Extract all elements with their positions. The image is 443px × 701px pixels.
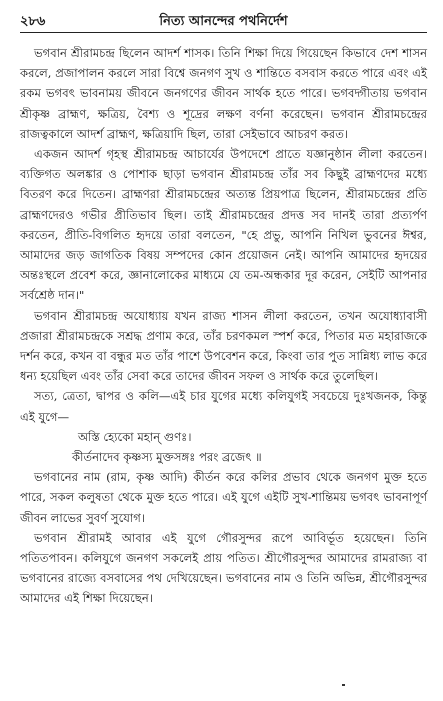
page-number: ২৮৬: [20, 14, 46, 29]
print-speck: [342, 684, 345, 686]
verse-line: অস্তি হ্যেকো মহান্ গুণঃ।: [78, 429, 192, 444]
paragraph: সত্য, ত্রেতা, দ্বাপর ও কলি—এই চার যুগের মধ্যে কলিযুগই সবচেয়ে দুঃখজনক, কিন্তু এই যুগে—: [20, 389, 427, 424]
sanskrit-verse: [20, 427, 427, 467]
paragraph: একজন আদর্শ গৃহস্থ শ্রীরামচন্দ্র আচার্যের উপদেশে প্রাতে যজ্ঞানুষ্ঠান লীলা করতেন। ব্যক্তিগত অলঙ্কার ও পোশাক ছাড়া ভগবান শ্রীরামচন্দ্র তাঁর সব কিছুই ব্রাহ্মণদের মধ্যে বিতরণ করে দিতেন। ব্রাহ্মণরা শ্রীরামচন্দ্রের অত্যন্ত প্রিয়পাত্র ছিলেন, শ্রীরামচন্দ্রের প্রতি ব্রাহ্মণদেরও গভীর প্রীতিভাব ছিল। তাই শ্রীরামচন্দ্রের প্রদত্ত সব দানই তারা প্রত্যর্পণ করতেন, প্রীতি-বিগলিত হৃদয়ে তারা বলতেন, "হে প্রভু, আপনি নিখিল ভুবনের ঈশ্বর, আমাদের জড় জাগতিক বিষয় সম্পদের কোন প্রয়োজন নেই। আপনি আমাদের হৃদয়ের অন্তঃস্থলে প্রবেশ করে, জ্ঞানালোকের মাধ্যমে যে তম-অন্ধকার দূর করেন, সেইটি আপনার সর্বশ্রেষ্ঠ দান।": [20, 147, 427, 303]
paragraph: ভগবান শ্রীরামচন্দ্র অযোধ্যায় যখন রাজ্য শাসন লীলা করতেন, তখন অযোধ্যাবাসী প্রজারা শ্রীরামচন্দ্রকে সশ্রদ্ধ প্রণাম করে, তাঁর চরণকমল স্পর্শ করে, পিতার মত মহারাজকে দর্শন করে, কখন বা বন্ধুর মত তাঁর পাশে উপবেশন করে, কিংবা তার পুত সান্নিধ্য লাভ করে ধন্য হয়েছিল এবং তাঁর সেবা করে তাদের জীবন সফল ও সার্থক করে তুলেছিল।: [20, 308, 427, 384]
page-header: [20, 10, 427, 33]
body-text: [20, 43, 427, 609]
paragraph: ভগবান শ্রীরামচন্দ্র ছিলেন আদর্শ শাসক। তিনি শিক্ষা দিয়ে গিয়েছেন কিভাবে দেশ শাসন করলে, প্রজাপালন করলে সারা বিশ্বে জনগণ সুখ ও শান্তিতে বসবাস করতে পারে এবং এই রকম ভগবৎ ভাবনাময় জীবনে জনগণের জীবন সার্থক হতে পারে। ভগবদ্গীতায় ভগবান শ্রীকৃষ্ণ ব্রাহ্মণ, ক্ষত্রিয়, বৈশ্য ও শূদ্রের লক্ষণ বর্ণনা করেছেন। ভগবান শ্রীরামচন্দ্রের রাজত্বকালে আদর্শ ব্রাহ্মণ, ক্ষত্রিয়াদি ছিল, তারা সেইভাবে আচরণ করত।: [20, 46, 427, 141]
paragraph: ভগবান শ্রীরামই আবার এই যুগে গৌরসুন্দর রূপে আবির্ভূত হয়েছেন। তিনি পতিতপাবন। কলিযুগে জনগণ সকলেই প্রায় পতিত। শ্রীগৌরসুন্দর আমাদের রামরাজ্য বা ভগবানের রাজ্যে বসবাসের পথ দেখিয়েছেন। ভগবানের নাম ও তিনি অভিন্ন, শ্রীগৌরসুন্দর আমাদের এই শিক্ষা দিয়েছেন।: [20, 530, 427, 606]
paragraph: ভগবানের নাম (রাম, কৃষ্ণ আদি) কীর্তন করে কলির প্রভাব থেকে জনগণ মুক্ত হতে পারে, সকল কলুষতা থেকে মুক্ত হতে পারে। এই যুগে এইটি সুখ-শান্তিময় ভগবৎ ভাবনাপূর্ণ জীবন লাভের সুবর্ণ সুযোগ।: [20, 470, 427, 525]
running-title: নিত্য আনন্দের পথনির্দেশ: [159, 14, 288, 29]
verse-line: কীর্তনাদেব কৃষ্ণস্য মুক্তসঙ্গঃ পরং ব্রজেৎ ॥: [72, 450, 262, 465]
